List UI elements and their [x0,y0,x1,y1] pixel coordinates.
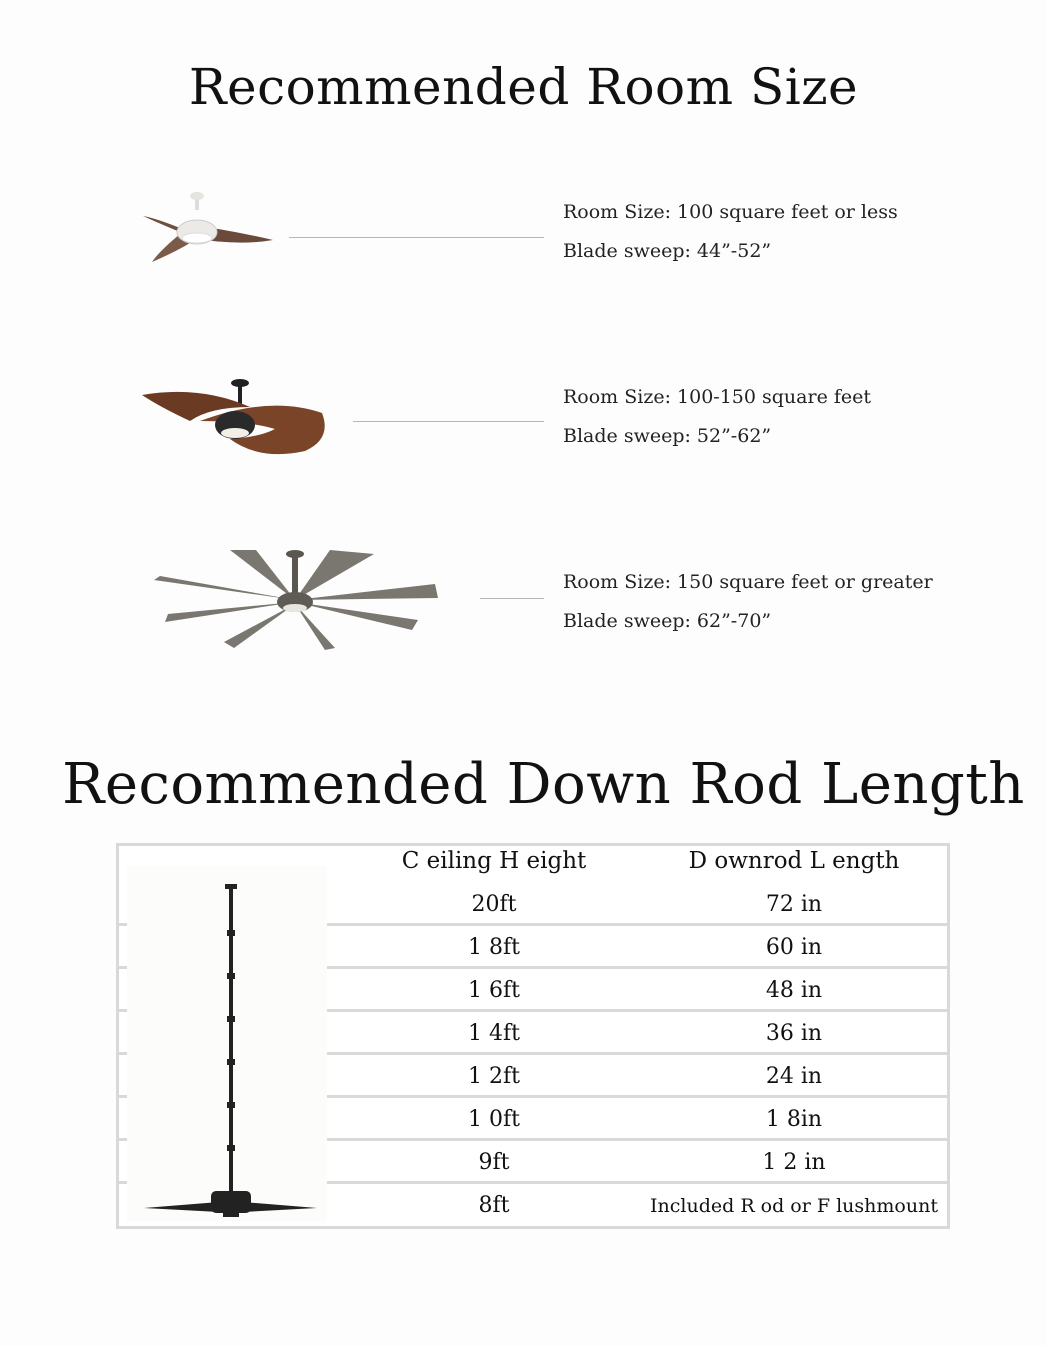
ceiling-height-cell: 1 0ft [468,1107,520,1132]
blade-sweep-text: Blade sweep: 52”-62” [563,425,772,447]
downrod-illustration [119,846,329,1226]
downrod-length-cell: 1 2 in [762,1150,826,1175]
large-fan-image [150,550,445,655]
fan-row-large [0,550,1047,680]
fan-specs [563,563,933,641]
downrod-length-cell: 1 8in [765,1107,823,1132]
downrod-length-header: D ownrod L ength [688,848,900,874]
leader-line [480,598,544,599]
room-size-text: Room Size: 100 square feet or less [563,201,898,223]
downrod-length-cell: 72 in [765,892,823,917]
room-size-title: Recommended Room Size [188,58,859,116]
ceiling-height-cell: 1 4ft [468,1021,520,1046]
ceiling-height-cell: 8ft [478,1193,510,1218]
fan-row-medium [0,365,1047,495]
fan-row-small [0,180,1047,310]
ceiling-height-cell: 1 2ft [468,1064,520,1089]
fan-specs [563,378,871,456]
downrod-length-cell: 24 in [765,1064,823,1089]
downrod-length-cell: 60 in [765,935,823,960]
ceiling-height-cell: 20ft [471,892,517,917]
room-size-text: Room Size: 100-150 square feet [563,386,872,408]
leader-line [353,421,544,422]
room-size-text: Room Size: 150 square feet or greater [563,571,933,593]
ceiling-height-header: C eiling H eight [401,848,587,874]
blade-sweep-text: Blade sweep: 44”-52” [563,240,772,262]
ceiling-height-cell: 9ft [478,1150,510,1175]
medium-fan-image [140,377,330,472]
small-fan-image [140,190,280,270]
downrod-length-cell: 36 in [765,1021,823,1046]
downrod-length-cell: Included R od or F lushmount [650,1195,938,1217]
downrod-length-cell: 48 in [765,978,823,1003]
ceiling-height-cell: 1 8ft [468,935,520,960]
leader-line [289,237,544,238]
down-rod-table [116,843,950,1229]
ceiling-height-cell: 1 6ft [468,978,520,1003]
fan-specs [563,193,898,271]
blade-sweep-text: Blade sweep: 62”-70” [563,610,772,632]
down-rod-title: Recommended Down Rod Length [62,752,1025,817]
